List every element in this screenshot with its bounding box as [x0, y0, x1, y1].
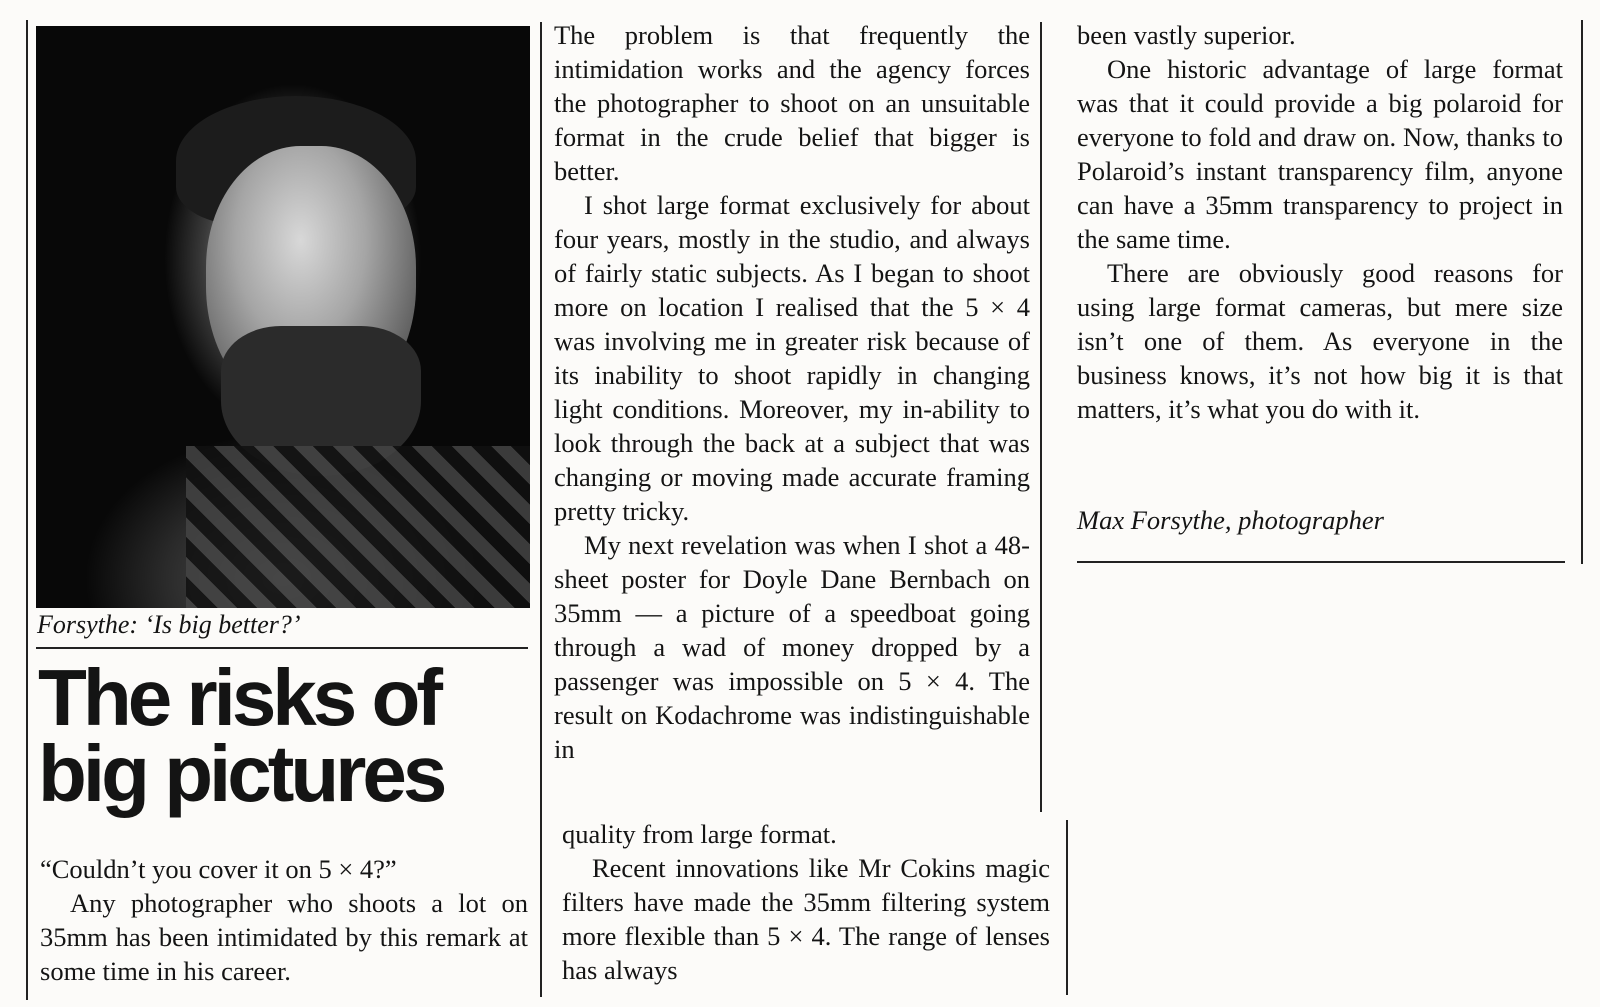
column-rule-2b [1066, 820, 1068, 995]
photo-caption: Forsythe: ‘Is big better?’ [37, 610, 301, 639]
paragraph-3: I shot large format exclusively for about four years, mostly in the studio, and always of fairly static subjects. As I began to shoot more on location I realised that the 5 × 4 was involving me in greater risk because of its inability to shoot rapidly in changing light conditions. Moreover, my in-ability to look through the back at a subject that was changing or moving made accurate framing pretty tricky. [554, 190, 1030, 526]
column-rule-2a [1040, 22, 1042, 812]
column-rule-right [1581, 20, 1583, 564]
headline-line-2: big pictures [38, 729, 444, 818]
column-rule-1 [540, 22, 542, 997]
author-signoff: Max Forsythe, photographer [1077, 505, 1384, 535]
caption-rule [36, 647, 528, 649]
paragraph-2: The problem is that frequently the intimidation works and the agency forces the photographer to shoot on an unsuitable format in the crude belief that bigger is better. [554, 20, 1030, 186]
column-2b-body [562, 817, 1050, 987]
column-3-body [1077, 18, 1563, 426]
headline-line-1: The risks of [38, 653, 440, 742]
opening-quote: “Couldn’t you cover it on 5 × 4?” [40, 854, 397, 884]
paragraph-5-continued: been vastly superior. [1077, 20, 1296, 50]
portrait-photo [36, 26, 530, 608]
column-2-body [554, 18, 1030, 766]
photo-shirt [186, 446, 530, 608]
paragraph-4: My next revelation was when I shot a 48-sheet poster for Doyle Dane Bernbach on 35mm — a picture of a speedboat going through a wad of money dropped by a passenger was impossible on 5 × 4. The result on Kodachrome was indistinguishable in [554, 530, 1030, 764]
paragraph-1: Any photographer who shoots a lot on 35mm has been intimidated by this remark at some time in his career. [40, 888, 528, 986]
headline [38, 653, 538, 818]
column-rule-left [26, 20, 28, 1000]
paragraph-4-continued: quality from large format. [562, 819, 837, 849]
paragraph-5: Recent innovations like Mr Cokins magic filters have made the 35mm filtering system more flexible than 5 × 4. The range of lenses has always [562, 853, 1050, 985]
signoff-rule [1077, 561, 1565, 563]
column-1-body [40, 852, 528, 988]
paragraph-6: One historic advantage of large format was that it could provide a big polaroid for everyone to fold and draw on. Now, thanks to Polaroid’s instant transparency film, anyone can have a 35mm transparency to project in the same time. [1077, 54, 1563, 254]
paragraph-7: There are obviously good reasons for using large format cameras, but mere size isn’t one of them. As everyone in the business knows, it’s not how big it is that matters, it’s what you do with it. [1077, 258, 1563, 424]
